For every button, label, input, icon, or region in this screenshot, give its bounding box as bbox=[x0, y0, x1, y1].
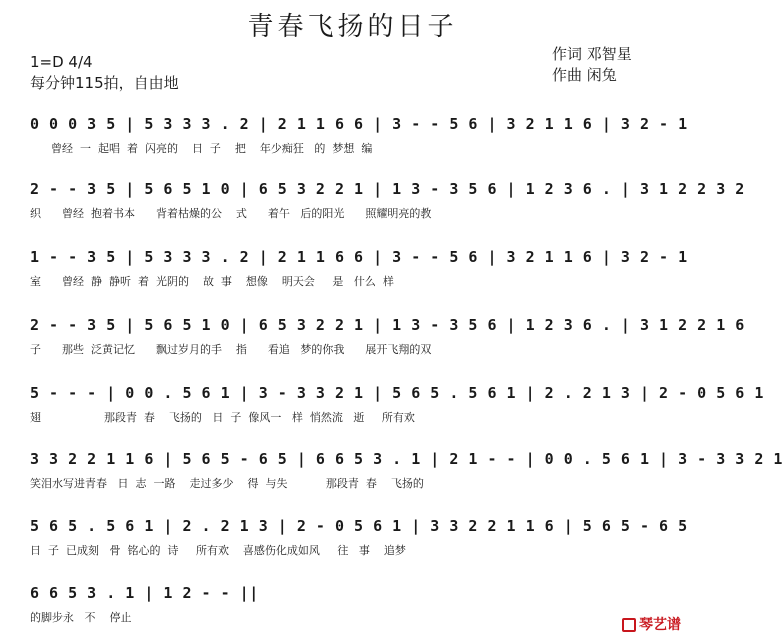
lyric-line: 翅 那段青 春 飞扬的 日 子 像风一 样 悄然流 逝 所有欢 bbox=[30, 411, 415, 424]
header-right bbox=[552, 44, 632, 86]
notation: 3 3 2 2 1 1 6 | 5 6 5 - 6 5 | 6 6 5 3 . 1 | 2 1 - - | 0 0 . 5 6 1 | 3 - 3 3 2 1 bbox=[30, 450, 783, 468]
lyric-line: 笑泪水写进青春 日 志 一路 走过多少 得 与失 那段青 春 飞扬的 bbox=[30, 477, 424, 490]
lyric-line: 曾经 一 起唱 着 闪亮的 日 子 把 年少痴狂 的 梦想 编 bbox=[30, 142, 373, 155]
lyricist-credit: 作词 邓智星 bbox=[552, 45, 632, 63]
composer-credit: 作曲 闲兔 bbox=[552, 66, 617, 84]
header-left bbox=[30, 52, 179, 94]
score-line-7 bbox=[30, 517, 688, 563]
notation: 1 - - 3 5 | 5 3 3 3 . 2 | 2 1 1 6 6 | 3 - - 5 6 | 3 2 1 1 6 | 3 2 - 1 bbox=[30, 248, 688, 266]
lyric-line: 织 曾经 抱着书本 背着枯燥的公 式 着午 后的阳光 照耀明亮的教 bbox=[30, 207, 432, 220]
score-line-3 bbox=[30, 248, 688, 294]
logo-icon bbox=[622, 618, 636, 632]
notation: 5 6 5 . 5 6 1 | 2 . 2 1 3 | 2 - 0 5 6 1 | 3 3 2 2 1 1 6 | 5 6 5 - 6 5 bbox=[30, 517, 688, 535]
key-signature: 1=D 4/4 bbox=[30, 53, 93, 71]
song-title: 青春飞扬的日子 bbox=[247, 12, 458, 42]
lyric-line: 日 子 已成刻 骨 铭心的 诗 所有欢 喜感伤化成如风 往 事 追梦 bbox=[30, 544, 406, 557]
tempo-marking: 每分钟115拍，自由地 bbox=[30, 74, 179, 92]
lyric-line: 的脚步永 不 停止 bbox=[30, 611, 132, 624]
score-line-4 bbox=[30, 316, 745, 362]
lyric-line: 子 那些 泛黄记忆 飘过岁月的手 指 看追 梦的你我 展开飞翔的双 bbox=[30, 343, 432, 356]
score-line-6 bbox=[30, 450, 783, 496]
score-line-2 bbox=[30, 180, 745, 226]
notation: 2 - - 3 5 | 5 6 5 1 0 | 6 5 3 2 2 1 | 1 3 - 3 5 6 | 1 2 3 6 . | 3 1 2 2 3 2 bbox=[30, 180, 745, 198]
site-logo bbox=[622, 614, 681, 634]
notation: 6 6 5 3 . 1 | 1 2 - - || bbox=[30, 584, 259, 602]
notation: 0 0 0 3 5 | 5 3 3 3 . 2 | 2 1 1 6 6 | 3 - - 5 6 | 3 2 1 1 6 | 3 2 - 1 bbox=[30, 115, 688, 133]
logo-text: 琴艺谱 bbox=[639, 617, 681, 633]
notation: 2 - - 3 5 | 5 6 5 1 0 | 6 5 3 2 2 1 | 1 3 - 3 5 6 | 1 2 3 6 . | 3 1 2 2 1 6 bbox=[30, 316, 745, 334]
score-line-8 bbox=[30, 584, 682, 630]
score-line-5 bbox=[30, 384, 764, 430]
score-line-1 bbox=[30, 115, 688, 161]
notation: 5 - - - | 0 0 . 5 6 1 | 3 - 3 3 2 1 | 5 6 5 . 5 6 1 | 2 . 2 1 3 | 2 - 0 5 6 1 bbox=[30, 384, 764, 402]
lyric-line: 室 曾经 静 静听 着 光阴的 故 事 想像 明天会 是 什么 样 bbox=[30, 275, 394, 288]
